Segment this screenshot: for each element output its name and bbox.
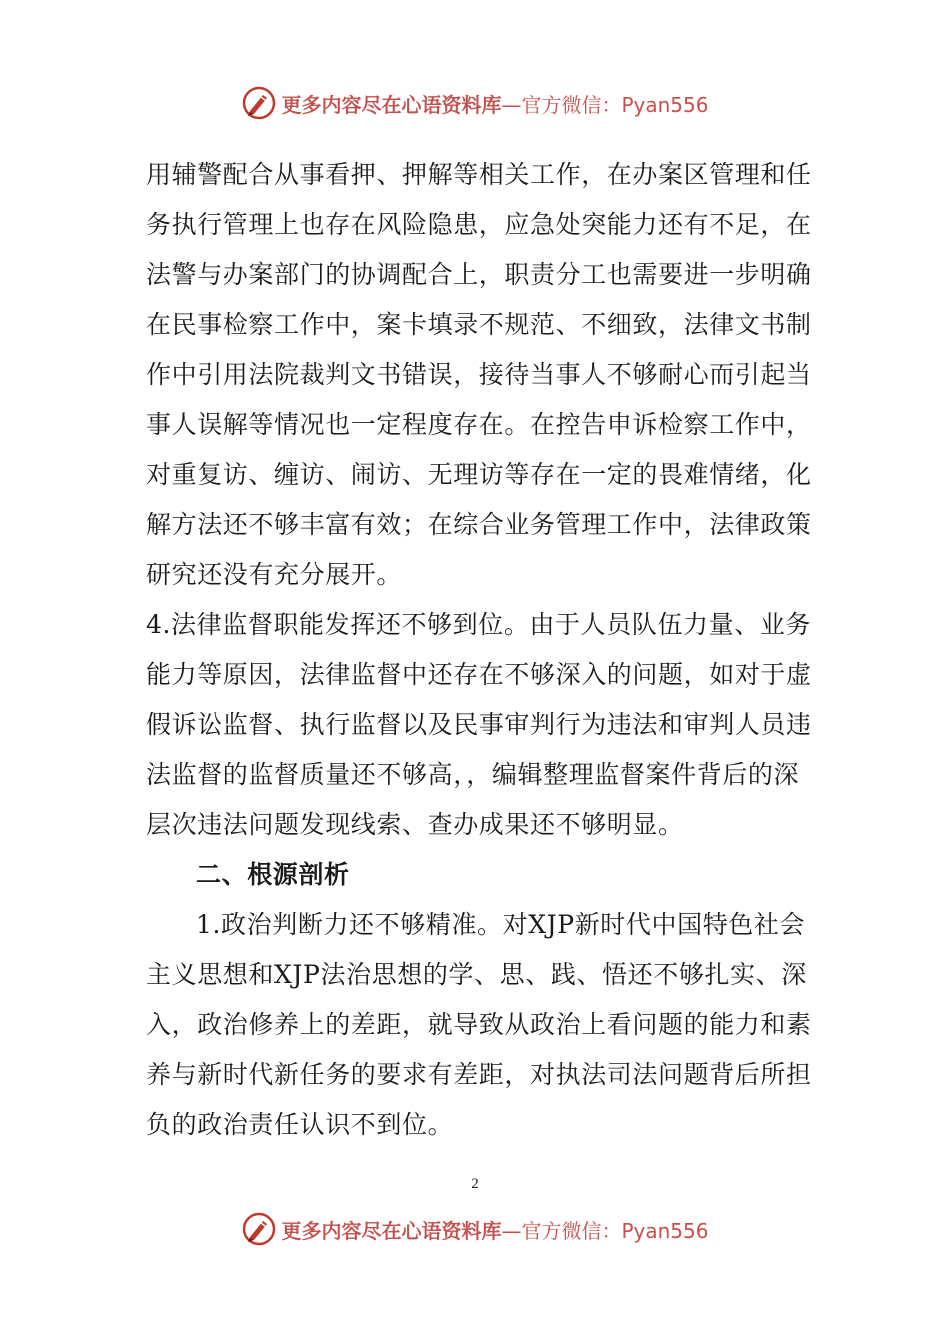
text-line: 法监督的监督质量还不够高，，编辑整理监督案件背后的深 [146, 760, 800, 789]
page-number: 2 [471, 1176, 479, 1192]
document-body [146, 150, 810, 1150]
text-line: 务执行管理上也存在风险隐患，应急处突能力还有不足，在 [146, 210, 812, 239]
text-line: 能力等原因，法律监督中还存在不够深入的问题，如对于虚 [146, 660, 812, 689]
text-line: 研究还没有充分展开。 [146, 560, 403, 589]
banner-suffix: —官方微信：Pyan556 [501, 92, 709, 117]
text-line: 1.政治判断力还不够精准。对XJP新时代中国特色社会 [196, 910, 806, 939]
section-heading: 二、根源剖析 [196, 860, 350, 889]
text-line: 层次违法问题发现线索、查办成果还不够明显。 [146, 810, 684, 839]
text-line: 入，政治修养上的差距，就导致从政治上看问题的能力和素 [146, 1010, 812, 1039]
banner-suffix: —官方微信：Pyan556 [501, 1218, 709, 1243]
text-line: 在民事检察工作中，案卡填录不规范、不细致，法律文书制 [146, 310, 812, 339]
text-line: 作中引用法院裁判文书错误，接待当事人不够耐心而引起当 [146, 360, 812, 389]
text-line: 主义思想和XJP法治思想的学、思、践、悟还不够扎实、深 [146, 960, 807, 989]
banner-prefix: 更多内容尽在心语资料库 [281, 92, 502, 117]
text-line: 事人误解等情况也一定程度存在。在控告申诉检察工作中， [146, 410, 812, 439]
text-line: 对重复访、缠访、闹访、无理访等存在一定的畏难情绪，化 [146, 460, 812, 489]
text-line: 法警与办案部门的协调配合上，职责分工也需要进一步明确 [146, 260, 812, 289]
pen-logo-icon [241, 1211, 277, 1247]
footer-watermark-banner [0, 1209, 950, 1249]
header-watermark-banner [0, 83, 950, 123]
pen-logo-icon [241, 85, 277, 121]
text-line: 养与新时代新任务的要求有差距，对执法司法问题背后所担 [146, 1060, 812, 1089]
banner-prefix: 更多内容尽在心语资料库 [281, 1218, 502, 1243]
text-line: 用辅警配合从事看押、押解等相关工作，在办案区管理和任 [146, 160, 812, 189]
text-line: 负的政治责任认识不到位。 [146, 1110, 454, 1139]
text-line: 解方法还不够丰富有效；在综合业务管理工作中，法律政策 [146, 510, 812, 539]
text-line: 4.法律监督职能发挥还不够到位。由于人员队伍力量、业务 [146, 610, 812, 639]
text-line: 假诉讼监督、执行监督以及民事审判行为违法和审判人员违 [146, 710, 812, 739]
